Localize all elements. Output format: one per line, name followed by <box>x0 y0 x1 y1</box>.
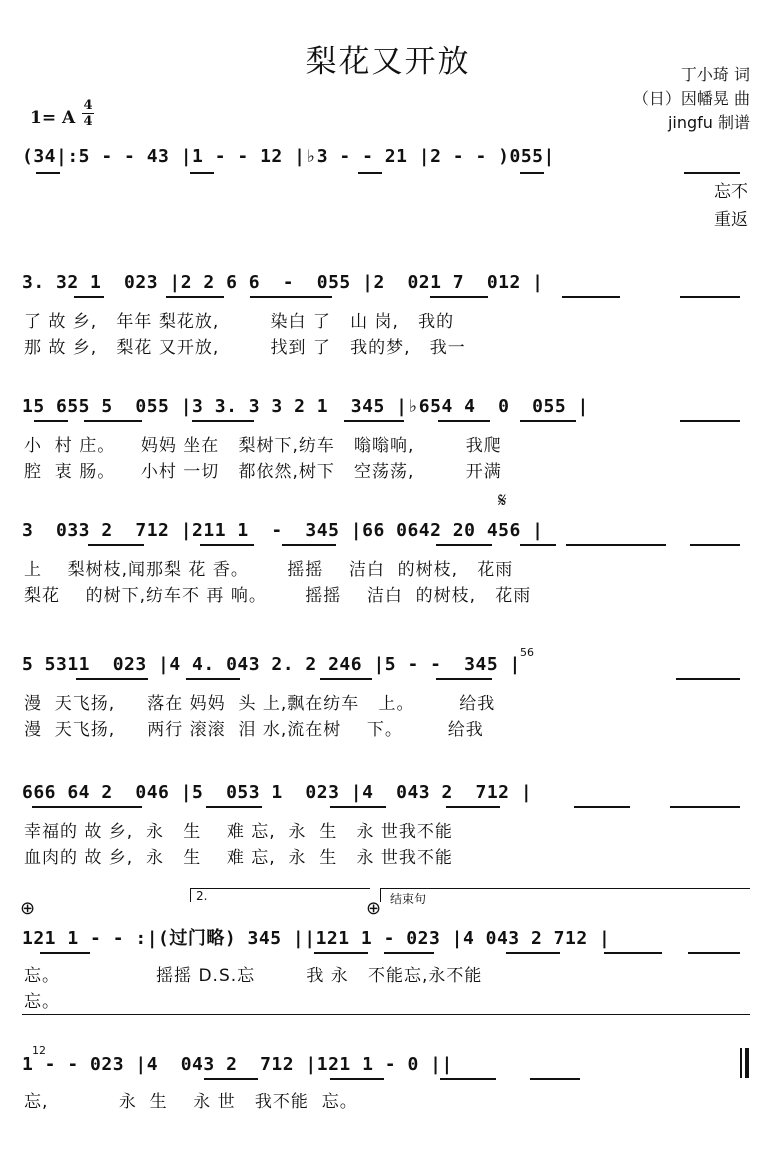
arranger-credit: jingfu 制谱 <box>667 113 750 132</box>
beam <box>34 420 68 422</box>
ending-phrase-label: 结束句 <box>390 892 427 906</box>
tempo-change-mark-2: 12 <box>32 1044 46 1057</box>
system-6-notes: 666 64 2 046 |5 053 1 023 |4 043 2 712 | <box>22 782 533 803</box>
ending-phrase-bracket <box>380 888 750 889</box>
beam <box>344 420 404 422</box>
beam <box>574 806 630 808</box>
system-5-lyric-2: 漫 天飞扬, 两行 滚滚 泪 水,流在树 下。 给我 <box>24 720 484 740</box>
system-5-notes: 5 5311 023 |4 4. 043 2. 2 246 |5 - - 345 | <box>22 654 521 675</box>
separator-line <box>22 1014 750 1015</box>
beam <box>680 296 740 298</box>
beam <box>562 296 620 298</box>
time-signature-top: 4 <box>83 98 93 113</box>
beam <box>192 420 254 422</box>
beam <box>438 420 490 422</box>
system-3-lyric-1: 小 村 庄。 妈妈 坐在 梨树下,纺车 嗡嗡响, 我爬 <box>24 436 502 456</box>
beam <box>436 678 492 680</box>
beam <box>688 952 740 954</box>
beam <box>520 172 544 174</box>
second-ending-label: 2. <box>196 889 208 903</box>
beam <box>358 172 382 174</box>
beam <box>530 1078 580 1080</box>
beam <box>320 678 372 680</box>
beam <box>166 296 224 298</box>
system-2-lyric-2: 那 故 乡, 梨花 又开放, 找到 了 我的梦, 我一 <box>24 338 466 358</box>
system-8-notes: 1 - - 023 |4 043 2 712 |121 1 - 0 || <box>22 1054 453 1075</box>
system-7-notes: 121 1 - - :|(过门略) 345 ||121 1 - 023 |4 043 2 712 | <box>22 928 611 949</box>
beam <box>250 296 332 298</box>
system-3-lyric-2: 腔 衷 肠。 小村 一切 都依然,树下 空荡荡, 开满 <box>24 462 502 482</box>
beam <box>282 544 336 546</box>
beam <box>676 678 740 680</box>
system-2-lyric-1: 了 故 乡, 年年 梨花放, 染白 了 山 岗, 我的 <box>24 312 455 332</box>
beam <box>40 952 90 954</box>
beam <box>200 544 254 546</box>
lyricist-credit: 丁小琦 词 <box>680 65 750 84</box>
beam <box>670 806 740 808</box>
beam <box>520 420 576 422</box>
system-5-lyric-1: 漫 天飞扬, 落在 妈妈 头 上,飘在纺车 上。 给我 <box>24 694 496 714</box>
beam <box>604 952 662 954</box>
beam <box>330 806 386 808</box>
system-2-notes: 3. 32 1 023 |2 2 6 6 - 055 |2 021 7 012 | <box>22 272 544 293</box>
beam <box>36 172 60 174</box>
beam <box>440 1078 496 1080</box>
beam <box>566 544 666 546</box>
beam <box>680 420 740 422</box>
beam <box>88 544 144 546</box>
system-4-lyric-2: 梨花 的树下,纺车不 再 响。 摇摇 洁白 的树枝, 花雨 <box>24 586 532 606</box>
beam <box>520 544 556 546</box>
system-6-lyric-2: 血肉的 故 乡, 永 生 难 忘, 永 生 永 世我不能 <box>24 848 453 868</box>
beam <box>186 678 240 680</box>
system-4-notes: 3 033 2 712 |211 1 - 345 |66 0642 20 456 | <box>22 520 544 541</box>
beam <box>690 544 740 546</box>
second-ending-bracket-tick <box>190 888 191 902</box>
beam <box>446 806 500 808</box>
beam <box>330 1078 384 1080</box>
coda-mark-2: ⊕ <box>366 898 382 919</box>
beam <box>506 952 560 954</box>
system-6-lyric-1: 幸福的 故 乡, 永 生 难 忘, 永 生 永 世我不能 <box>24 822 453 842</box>
time-signature <box>82 98 94 129</box>
beam <box>74 296 104 298</box>
composer-credit: （日）因幡晃 曲 <box>632 89 750 108</box>
system-7-lyric-1: 忘。 摇摇 D.S.忘 我 永 不能忘,永不能 <box>24 966 483 986</box>
system-1-lyric-1: 忘不 <box>714 182 748 202</box>
beam <box>436 544 492 546</box>
beam <box>76 678 148 680</box>
tempo-change-mark: 56 <box>520 646 534 659</box>
segno-mark: 𝄋 <box>498 488 507 512</box>
beam <box>384 952 434 954</box>
system-4-lyric-1: 上 梨树枝,闻那梨 花 香。 摇摇 洁白 的树枝, 花雨 <box>24 560 514 580</box>
final-barline-thin <box>740 1048 742 1078</box>
beam <box>684 172 740 174</box>
time-signature-bottom: 4 <box>83 114 93 129</box>
final-barline-thick <box>745 1048 749 1078</box>
key-signature: 1= A <box>30 108 76 128</box>
beam <box>314 952 368 954</box>
system-7-lyric-2: 忘。 <box>24 992 60 1012</box>
song-title: 梨花又开放 <box>305 44 471 80</box>
beam <box>430 296 488 298</box>
beam <box>206 806 262 808</box>
coda-mark-1: ⊕ <box>20 898 36 919</box>
second-ending-bracket <box>190 888 370 889</box>
system-8-lyric-1: 忘, 永 生 永 世 我不能 忘。 <box>24 1092 358 1112</box>
beam <box>204 1078 258 1080</box>
system-3-notes: 15 655 5 055 |3 3. 3 3 2 1 345 |♭654 4 0 055 | <box>22 396 589 417</box>
beam <box>32 806 142 808</box>
beam <box>190 172 214 174</box>
system-1-lyric-2: 重返 <box>714 210 748 230</box>
beam <box>84 420 142 422</box>
system-1-notes: (34|:5 - - 43 |1 - - 12 |♭3 - - 21 |2 - - )055| <box>22 146 555 167</box>
